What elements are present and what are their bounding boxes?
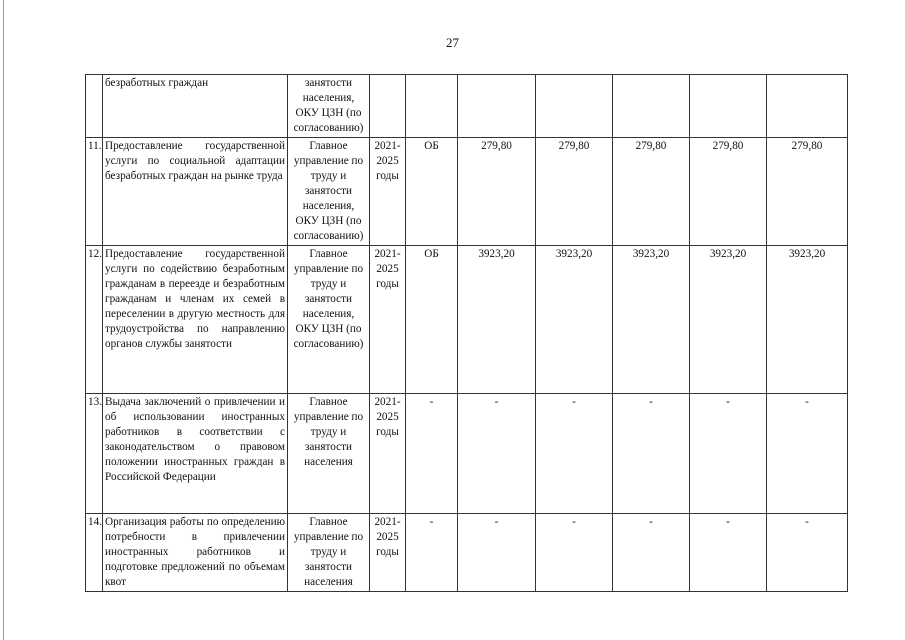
source-cell: -: [406, 394, 458, 514]
source-cell: ОБ: [406, 246, 458, 394]
term-cell: [370, 75, 406, 138]
scan-left-edge: [3, 0, 4, 640]
measure-name: Организация работы по определению потребности в привлечении иностранных работников и подготовке предложений по объемам квот: [103, 514, 288, 592]
table-row: [86, 514, 848, 592]
value-cell: 279,80: [536, 138, 613, 246]
value-cell: 3923,20: [690, 246, 767, 394]
table-row: [86, 394, 848, 514]
measure-name: Предоставление государственной услуги по содействию безработным гражданам в переезде и безработным гражданам и членам их семей в переселении в другую местность для трудоустройства по направлению органов службы занятости: [103, 246, 288, 394]
table-row: [86, 138, 848, 246]
value-cell: 3923,20: [536, 246, 613, 394]
row-number: 12.: [86, 246, 103, 394]
value-cell: 3923,20: [613, 246, 690, 394]
value-cell: -: [536, 514, 613, 592]
executor-cell: Главное управление по труду и занятости населения, ОКУ ЦЗН (по согласованию): [288, 138, 370, 246]
value-cell: -: [613, 394, 690, 514]
table-row: [86, 75, 848, 138]
value-cell: -: [458, 394, 536, 514]
source-cell: [406, 75, 458, 138]
value-cell: [613, 75, 690, 138]
measure-name: Выдача заключений о привлечении и об использовании иностранных работников в соответствии с законодательством о правовом положении иностранных граждан в Российской Федерации: [103, 394, 288, 514]
source-cell: ОБ: [406, 138, 458, 246]
value-cell: [458, 75, 536, 138]
value-cell: 279,80: [613, 138, 690, 246]
value-cell: 279,80: [767, 138, 848, 246]
value-cell: 279,80: [690, 138, 767, 246]
term-cell: 2021-2025 годы: [370, 514, 406, 592]
source-cell: -: [406, 514, 458, 592]
program-table: [85, 74, 848, 592]
value-cell: 3923,20: [767, 246, 848, 394]
executor-cell: Главное управление по труду и занятости населения: [288, 394, 370, 514]
executor-cell: занятости населения, ОКУ ЦЗН (по согласованию): [288, 75, 370, 138]
row-number: [86, 75, 103, 138]
value-cell: [690, 75, 767, 138]
page-number: 27: [446, 35, 459, 50]
term-cell: 2021-2025 годы: [370, 138, 406, 246]
table-row: [86, 246, 848, 394]
value-cell: 279,80: [458, 138, 536, 246]
measure-name: Предоставление государственной услуги по социальной адаптации безработных граждан на рынке труда: [103, 138, 288, 246]
measure-name: безработных граждан: [103, 75, 288, 138]
value-cell: -: [458, 514, 536, 592]
value-cell: -: [613, 514, 690, 592]
value-cell: 3923,20: [458, 246, 536, 394]
executor-cell: Главное управление по труду и занятости населения: [288, 514, 370, 592]
row-number: 13.: [86, 394, 103, 514]
value-cell: [536, 75, 613, 138]
value-cell: -: [767, 514, 848, 592]
value-cell: -: [767, 394, 848, 514]
row-number: 14.: [86, 514, 103, 592]
value-cell: -: [690, 514, 767, 592]
value-cell: -: [536, 394, 613, 514]
value-cell: -: [690, 394, 767, 514]
row-number: 11.: [86, 138, 103, 246]
executor-cell: Главное управление по труду и занятости населения, ОКУ ЦЗН (по согласованию): [288, 246, 370, 394]
term-cell: 2021-2025 годы: [370, 246, 406, 394]
value-cell: [767, 75, 848, 138]
term-cell: 2021-2025 годы: [370, 394, 406, 514]
